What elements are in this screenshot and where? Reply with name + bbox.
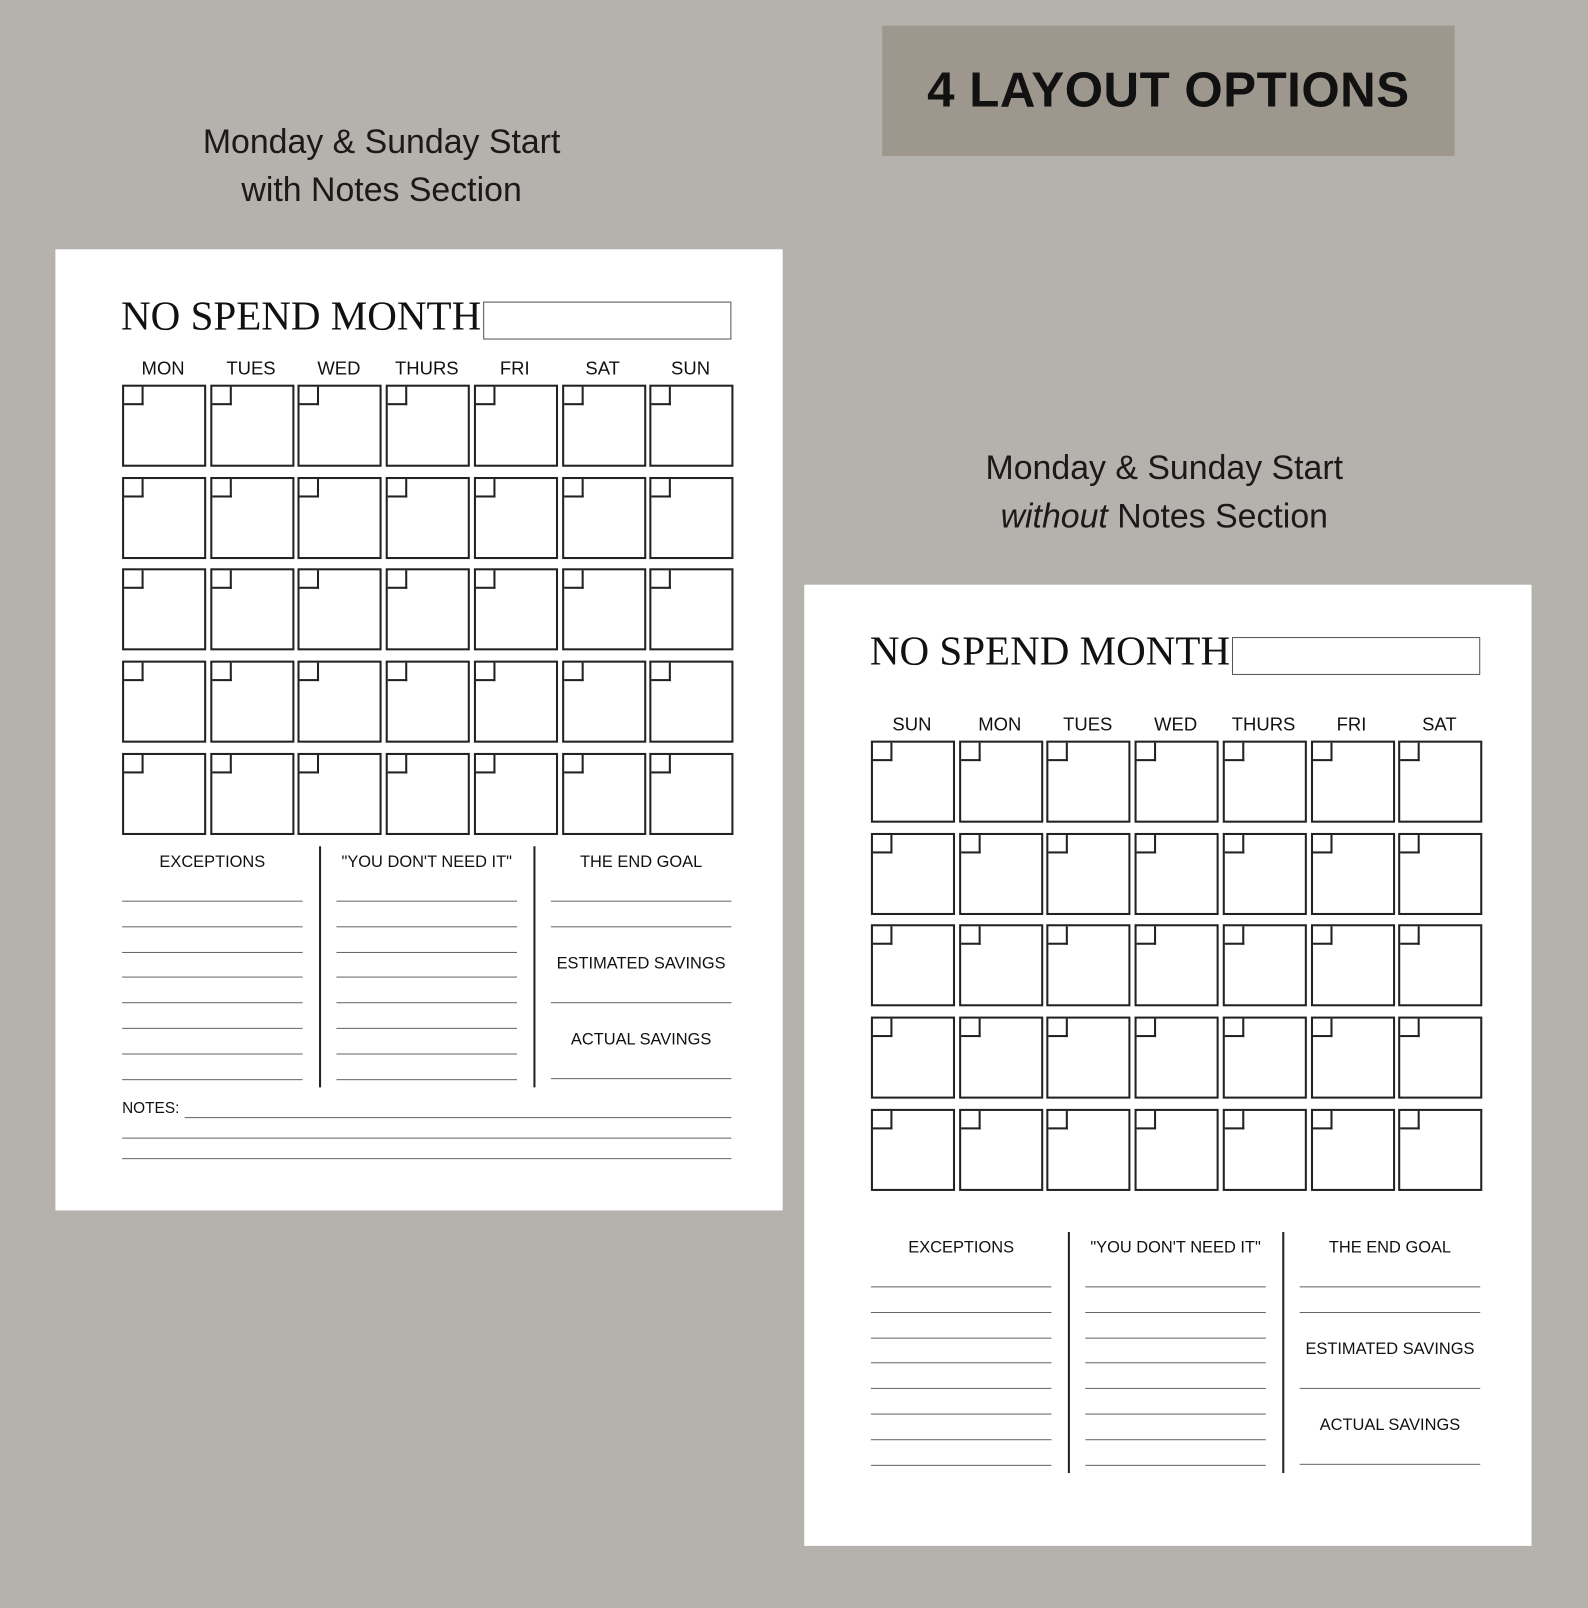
dont-need-it-line[interactable] [1085, 1312, 1266, 1313]
actual-savings-heading: ACTUAL SAVINGS [1319, 1416, 1461, 1435]
day-checkbox[interactable] [124, 387, 143, 405]
estimated-savings-heading: ESTIMATED SAVINGS [556, 955, 726, 973]
exceptions-heading: EXCEPTIONS [908, 1239, 1015, 1257]
notes-line[interactable] [185, 1117, 732, 1118]
day-checkbox[interactable] [388, 387, 407, 405]
day-checkbox[interactable] [1137, 1111, 1156, 1129]
day-checkbox[interactable] [961, 743, 980, 761]
exceptions-line[interactable] [122, 1053, 303, 1054]
goal-savings-line[interactable] [551, 901, 732, 902]
day-cell[interactable] [959, 833, 1043, 915]
day-checkbox[interactable] [1137, 1019, 1156, 1037]
day-cell[interactable] [562, 477, 646, 559]
day-cell[interactable] [386, 385, 470, 467]
exceptions-line[interactable] [871, 1286, 1052, 1287]
day-header: SAT [585, 358, 620, 379]
exceptions-line[interactable] [122, 901, 303, 902]
end-goal-heading: THE END GOAL [1328, 1239, 1452, 1257]
day-cell[interactable] [386, 661, 470, 743]
day-checkbox[interactable] [388, 663, 407, 681]
month-input-box[interactable] [483, 302, 731, 340]
goal-savings-line[interactable] [1300, 1286, 1481, 1287]
day-cell[interactable] [1047, 925, 1131, 1007]
day-cell[interactable] [474, 477, 558, 559]
column-divider [1068, 1232, 1070, 1473]
day-header: SAT [1422, 713, 1457, 735]
day-cell[interactable] [1047, 1109, 1131, 1191]
day-cell[interactable] [1398, 1017, 1482, 1099]
goal-savings-line[interactable] [1300, 1388, 1481, 1389]
day-checkbox[interactable] [1137, 835, 1156, 853]
day-checkbox[interactable] [652, 571, 671, 589]
day-cell[interactable] [210, 569, 294, 651]
column-divider [1282, 1232, 1284, 1473]
day-checkbox[interactable] [212, 571, 231, 589]
day-cell[interactable] [959, 1109, 1043, 1191]
day-cell[interactable] [1047, 1017, 1131, 1099]
day-checkbox[interactable] [1313, 1111, 1332, 1129]
day-cell[interactable] [122, 569, 206, 651]
caption-line2: with Notes Section [241, 170, 522, 209]
day-checkbox[interactable] [476, 755, 495, 773]
caption-without-notes [959, 443, 1369, 539]
day-cell[interactable] [386, 753, 470, 835]
exceptions-line[interactable] [871, 1312, 1052, 1313]
exceptions-line[interactable] [122, 1028, 303, 1029]
exceptions-heading: EXCEPTIONS [159, 853, 266, 871]
exceptions-line[interactable] [871, 1363, 1052, 1364]
day-cell[interactable] [122, 385, 206, 467]
actual-savings-heading: ACTUAL SAVINGS [570, 1030, 712, 1049]
notes-line[interactable] [122, 1138, 731, 1139]
day-checkbox[interactable] [1225, 835, 1244, 853]
dont-need-it-line[interactable] [336, 1053, 517, 1054]
dont-need-it-line[interactable] [336, 952, 517, 953]
dont-need-it-line[interactable] [336, 926, 517, 927]
day-checkbox[interactable] [1049, 1111, 1068, 1129]
day-cell[interactable] [562, 753, 646, 835]
day-header: THURS [395, 358, 459, 379]
day-cell[interactable] [474, 385, 558, 467]
day-cell[interactable] [1398, 833, 1482, 915]
day-checkbox[interactable] [961, 1019, 980, 1037]
day-cell[interactable] [1223, 741, 1307, 823]
day-checkbox[interactable] [1313, 927, 1332, 945]
day-cell[interactable] [474, 661, 558, 743]
day-cell[interactable] [210, 385, 294, 467]
day-checkbox[interactable] [124, 479, 143, 497]
day-cell[interactable] [650, 569, 734, 651]
day-cell[interactable] [474, 569, 558, 651]
caption-line1: Monday & Sunday Start [202, 122, 561, 161]
banner-label: 4 LAYOUT OPTIONS [927, 63, 1410, 118]
day-checkbox[interactable] [1313, 743, 1332, 761]
day-header: TUES [1063, 713, 1113, 735]
day-cell[interactable] [871, 1017, 955, 1099]
page-title: NO SPEND MONTH [869, 627, 1231, 674]
exceptions-line[interactable] [122, 952, 303, 953]
day-checkbox[interactable] [564, 663, 583, 681]
day-cell[interactable] [1398, 1109, 1482, 1191]
day-checkbox[interactable] [1049, 927, 1068, 945]
planner-page-without-notes [804, 585, 1531, 1546]
day-checkbox[interactable] [564, 571, 583, 589]
day-checkbox[interactable] [1049, 1019, 1068, 1037]
exceptions-line[interactable] [871, 1414, 1052, 1415]
caption-rest: Notes Section [1107, 496, 1328, 535]
day-cell[interactable] [871, 1109, 955, 1191]
dont-need-it-line[interactable] [336, 977, 517, 978]
day-cell[interactable] [298, 661, 382, 743]
day-checkbox[interactable] [124, 571, 143, 589]
day-checkbox[interactable] [873, 1019, 892, 1037]
day-checkbox[interactable] [1400, 835, 1419, 853]
day-checkbox[interactable] [1313, 835, 1332, 853]
day-cell[interactable] [1135, 833, 1219, 915]
caption-emphasis: without [1000, 496, 1108, 535]
day-checkbox[interactable] [300, 571, 319, 589]
day-checkbox[interactable] [388, 571, 407, 589]
day-checkbox[interactable] [124, 755, 143, 773]
dont-need-it-line[interactable] [1085, 1363, 1266, 1364]
month-input-box[interactable] [1232, 637, 1480, 675]
column-divider [319, 846, 321, 1087]
exceptions-line[interactable] [871, 1388, 1052, 1389]
dont-need-it-line[interactable] [336, 1002, 517, 1003]
day-cell[interactable] [650, 753, 734, 835]
day-cell[interactable] [871, 833, 955, 915]
day-cell[interactable] [562, 569, 646, 651]
day-checkbox[interactable] [564, 387, 583, 405]
day-cell[interactable] [1135, 1109, 1219, 1191]
day-cell[interactable] [1223, 1109, 1307, 1191]
day-checkbox[interactable] [300, 755, 319, 773]
day-checkbox[interactable] [300, 479, 319, 497]
day-checkbox[interactable] [1225, 743, 1244, 761]
day-checkbox[interactable] [476, 571, 495, 589]
day-cell[interactable] [1310, 1017, 1394, 1099]
day-checkbox[interactable] [652, 663, 671, 681]
estimated-savings-heading: ESTIMATED SAVINGS [1305, 1340, 1475, 1359]
exceptions-line[interactable] [871, 1337, 1052, 1338]
day-cell[interactable] [1310, 1109, 1394, 1191]
day-checkbox[interactable] [1049, 743, 1068, 761]
day-cell[interactable] [1047, 833, 1131, 915]
day-checkbox[interactable] [1137, 927, 1156, 945]
day-cell[interactable] [959, 925, 1043, 1007]
day-cell[interactable] [1310, 741, 1394, 823]
column-divider [533, 846, 535, 1087]
day-checkbox[interactable] [124, 663, 143, 681]
day-checkbox[interactable] [212, 387, 231, 405]
day-checkbox[interactable] [961, 927, 980, 945]
day-cell[interactable] [959, 1017, 1043, 1099]
notes-line[interactable] [122, 1158, 731, 1159]
day-header: THURS [1231, 713, 1296, 735]
day-header: FRI [499, 358, 530, 379]
goal-savings-line[interactable] [551, 1078, 732, 1079]
dont-need-it-line[interactable] [336, 901, 517, 902]
day-cell[interactable] [298, 477, 382, 559]
day-checkbox[interactable] [1313, 1019, 1332, 1037]
day-checkbox[interactable] [1225, 1111, 1244, 1129]
day-checkbox[interactable] [652, 387, 671, 405]
day-checkbox[interactable] [300, 663, 319, 681]
day-checkbox[interactable] [1225, 1019, 1244, 1037]
caption-line1: Monday & Sunday Start [985, 448, 1344, 487]
day-cell[interactable] [210, 477, 294, 559]
day-cell[interactable] [1398, 925, 1482, 1007]
caption-with-notes [176, 117, 586, 213]
dont-need-it-line[interactable] [1085, 1414, 1266, 1415]
day-checkbox[interactable] [961, 835, 980, 853]
day-header: SUN [892, 713, 932, 735]
dont-need-it-line[interactable] [1085, 1286, 1266, 1287]
day-checkbox[interactable] [564, 479, 583, 497]
day-checkbox[interactable] [1400, 743, 1419, 761]
planner-page-with-notes [55, 249, 782, 1210]
day-cell[interactable] [122, 477, 206, 559]
day-cell[interactable] [650, 477, 734, 559]
day-header: MON [978, 713, 1022, 735]
day-cell[interactable] [1047, 741, 1131, 823]
day-cell[interactable] [1223, 833, 1307, 915]
day-cell[interactable] [1223, 1017, 1307, 1099]
day-checkbox[interactable] [873, 927, 892, 945]
day-checkbox[interactable] [388, 755, 407, 773]
day-checkbox[interactable] [212, 479, 231, 497]
dont-need-it-heading: "YOU DON'T NEED IT" [341, 853, 512, 871]
exceptions-line[interactable] [871, 1439, 1052, 1440]
goal-savings-line[interactable] [1300, 1464, 1481, 1465]
exceptions-line[interactable] [122, 1002, 303, 1003]
day-checkbox[interactable] [1225, 927, 1244, 945]
goal-savings-line[interactable] [551, 1002, 732, 1003]
day-header: SUN [671, 358, 711, 379]
day-cell[interactable] [1135, 925, 1219, 1007]
day-checkbox[interactable] [564, 755, 583, 773]
dont-need-it-line[interactable] [1085, 1337, 1266, 1338]
dont-need-it-line[interactable] [336, 1079, 517, 1080]
day-cell[interactable] [210, 661, 294, 743]
day-checkbox[interactable] [476, 387, 495, 405]
day-checkbox[interactable] [873, 1111, 892, 1129]
dont-need-it-line[interactable] [1085, 1464, 1266, 1465]
day-header: WED [1154, 713, 1198, 735]
day-cell[interactable] [298, 385, 382, 467]
day-checkbox[interactable] [873, 835, 892, 853]
day-checkbox[interactable] [1137, 743, 1156, 761]
day-checkbox[interactable] [212, 755, 231, 773]
day-cell[interactable] [562, 661, 646, 743]
day-cell[interactable] [871, 741, 955, 823]
day-checkbox[interactable] [476, 479, 495, 497]
day-checkbox[interactable] [652, 755, 671, 773]
day-checkbox[interactable] [476, 663, 495, 681]
day-cell[interactable] [650, 661, 734, 743]
goal-savings-line[interactable] [551, 926, 732, 927]
exceptions-line[interactable] [122, 926, 303, 927]
day-cell[interactable] [871, 925, 955, 1007]
dont-need-it-line[interactable] [1085, 1388, 1266, 1389]
day-checkbox[interactable] [1400, 1019, 1419, 1037]
day-cell[interactable] [1310, 833, 1394, 915]
day-cell[interactable] [210, 753, 294, 835]
day-cell[interactable] [298, 753, 382, 835]
day-cell[interactable] [386, 569, 470, 651]
day-cell[interactable] [1135, 1017, 1219, 1099]
day-checkbox[interactable] [652, 479, 671, 497]
day-cell[interactable] [386, 477, 470, 559]
exceptions-line[interactable] [871, 1464, 1052, 1465]
notes-label: NOTES: [122, 1099, 180, 1118]
dont-need-it-line[interactable] [1085, 1439, 1266, 1440]
day-cell[interactable] [562, 385, 646, 467]
day-header: MON [141, 358, 185, 379]
day-header: WED [317, 358, 361, 379]
dont-need-it-line[interactable] [336, 1028, 517, 1029]
day-cell[interactable] [474, 753, 558, 835]
day-checkbox[interactable] [1400, 1111, 1419, 1129]
day-header: FRI [1336, 713, 1367, 735]
goal-savings-line[interactable] [1300, 1312, 1481, 1313]
day-cell[interactable] [1310, 925, 1394, 1007]
day-cell[interactable] [959, 741, 1043, 823]
day-cell[interactable] [1398, 741, 1482, 823]
exceptions-line[interactable] [122, 1079, 303, 1080]
caption-line2 [959, 491, 1369, 539]
day-cell[interactable] [1135, 741, 1219, 823]
day-checkbox[interactable] [961, 1111, 980, 1129]
day-checkbox[interactable] [1400, 927, 1419, 945]
day-header: TUES [226, 358, 276, 379]
page-title: NO SPEND MONTH [121, 292, 482, 339]
day-checkbox[interactable] [1049, 835, 1068, 853]
exceptions-line[interactable] [122, 977, 303, 978]
day-checkbox[interactable] [873, 743, 892, 761]
end-goal-heading: THE END GOAL [580, 853, 703, 871]
day-checkbox[interactable] [212, 663, 231, 681]
day-cell[interactable] [122, 753, 206, 835]
day-cell[interactable] [298, 569, 382, 651]
day-checkbox[interactable] [388, 479, 407, 497]
day-checkbox[interactable] [300, 387, 319, 405]
day-cell[interactable] [122, 661, 206, 743]
day-cell[interactable] [1223, 925, 1307, 1007]
dont-need-it-heading: "YOU DON'T NEED IT" [1090, 1239, 1261, 1257]
layout-options-banner [882, 26, 1454, 156]
day-cell[interactable] [650, 385, 734, 467]
